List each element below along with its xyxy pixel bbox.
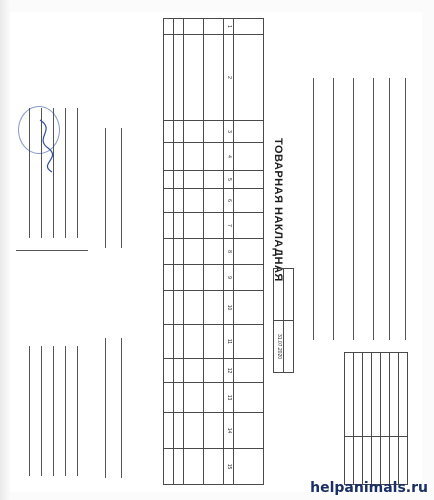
table-row	[184, 19, 204, 485]
header-cell	[234, 35, 264, 121]
total-cell	[174, 189, 184, 213]
goods-cell	[204, 121, 224, 143]
colnum-cell: 2	[224, 35, 234, 121]
goods-cell	[184, 143, 204, 171]
goods-cell	[184, 189, 204, 213]
grand-total-cell	[164, 143, 174, 171]
header-cell	[234, 189, 264, 213]
codes-box	[322, 352, 418, 484]
codes-label	[354, 353, 363, 437]
codes-value	[381, 437, 390, 485]
header-cell	[234, 413, 264, 449]
goods-cell	[204, 325, 224, 359]
doc-number	[274, 269, 284, 321]
requisites-block	[294, 18, 414, 348]
codes-label	[399, 353, 408, 437]
grand-total-cell	[164, 213, 174, 239]
doc-date: 31.07.2020	[274, 321, 284, 373]
total-cell	[174, 291, 184, 325]
codes-value	[354, 437, 363, 485]
colnum-cell: 9	[224, 265, 234, 291]
header-cell	[234, 325, 264, 359]
grand-total-cell	[164, 449, 174, 485]
header-cell	[234, 239, 264, 265]
grand-total-cell	[164, 325, 174, 359]
total-cell	[174, 449, 184, 485]
goods-cell	[204, 383, 224, 413]
summary-block	[90, 18, 130, 484]
codes-value	[363, 437, 372, 485]
grand-total-row	[164, 19, 174, 485]
header-cell	[234, 171, 264, 189]
goods-cell	[184, 239, 204, 265]
goods-cell	[184, 413, 204, 449]
goods-cell	[184, 265, 204, 291]
signatures-left	[14, 18, 86, 246]
codes-label	[390, 353, 399, 437]
total-cell	[174, 143, 184, 171]
header-cell	[234, 121, 264, 143]
codes-row	[372, 353, 381, 485]
goods-cell	[184, 121, 204, 143]
total-cell	[174, 239, 184, 265]
colnum-cell: 13	[224, 383, 234, 413]
codes-row	[354, 353, 363, 485]
total-cell	[174, 121, 184, 143]
document-title: ТОВАРНАЯ НАКЛАДНАЯ	[272, 138, 284, 282]
colnum-cell: 1	[224, 19, 234, 35]
signatures-right	[14, 256, 86, 484]
total-cell	[174, 171, 184, 189]
goods-cell	[204, 171, 224, 189]
grand-total-cell	[164, 291, 174, 325]
header-cell	[234, 449, 264, 485]
codes-label	[345, 353, 354, 437]
goods-cell	[204, 143, 224, 171]
total-cell	[174, 383, 184, 413]
colnum-cell: 8	[224, 239, 234, 265]
goods-cell	[184, 449, 204, 485]
grand-total-cell	[164, 35, 174, 121]
total-row	[174, 19, 184, 485]
header-cell	[234, 383, 264, 413]
consignment-note-sheet	[10, 12, 422, 492]
grand-total-cell	[164, 171, 174, 189]
codes-row	[390, 353, 399, 485]
goods-cell	[184, 359, 204, 383]
total-cell	[174, 325, 184, 359]
goods-header-row	[234, 19, 264, 485]
header-cell	[234, 19, 264, 35]
codes-value	[345, 437, 354, 485]
goods-cell	[184, 325, 204, 359]
total-cell	[174, 359, 184, 383]
total-cell	[174, 35, 184, 121]
site-watermark: helpanimals.ru	[310, 480, 428, 496]
goods-cell	[184, 291, 204, 325]
codes-value	[390, 437, 399, 485]
codes-value	[372, 437, 381, 485]
total-cell	[174, 19, 184, 35]
colnum-cell: 4	[224, 143, 234, 171]
doc-number-date-table	[273, 268, 294, 373]
scan-edge-shadow	[0, 0, 10, 500]
grand-total-cell	[164, 413, 174, 449]
codes-row	[381, 353, 390, 485]
total-cell	[174, 265, 184, 291]
goods-cell	[184, 383, 204, 413]
grand-total-cell	[164, 239, 174, 265]
goods-cell	[204, 265, 224, 291]
goods-cell	[204, 359, 224, 383]
codes-row	[399, 353, 408, 485]
goods-cell	[204, 291, 224, 325]
colnum-cell: 14	[224, 413, 234, 449]
colnum-cell: 3	[224, 121, 234, 143]
goods-cell	[184, 19, 204, 35]
grand-total-cell	[164, 359, 174, 383]
grand-total-cell	[164, 189, 174, 213]
colnum-cell: 6	[224, 189, 234, 213]
goods-colnum-row	[224, 19, 234, 485]
codes-table	[344, 352, 408, 485]
goods-table	[163, 18, 264, 485]
goods-cell	[184, 213, 204, 239]
codes-row	[345, 353, 354, 485]
header-cell	[234, 359, 264, 383]
goods-cell	[204, 449, 224, 485]
goods-cell	[204, 35, 224, 121]
goods-cell	[204, 189, 224, 213]
grand-total-cell	[164, 265, 174, 291]
goods-cell	[204, 239, 224, 265]
header-cell	[234, 143, 264, 171]
goods-cell	[204, 413, 224, 449]
goods-cell	[204, 19, 224, 35]
grand-total-cell	[164, 19, 174, 35]
codes-label	[372, 353, 381, 437]
colnum-cell: 11	[224, 325, 234, 359]
codes-row	[363, 353, 372, 485]
doc-number-header	[284, 269, 294, 321]
colnum-cell: 7	[224, 213, 234, 239]
goods-cell	[204, 213, 224, 239]
codes-value	[399, 437, 408, 485]
seller-signature-scribble	[32, 116, 58, 176]
colnum-cell: 12	[224, 359, 234, 383]
colnum-cell: 10	[224, 291, 234, 325]
goods-cell	[184, 171, 204, 189]
header-cell	[234, 291, 264, 325]
total-cell	[174, 413, 184, 449]
doc-date-header	[284, 321, 294, 373]
header-cell	[234, 265, 264, 291]
goods-cell	[184, 35, 204, 121]
grand-total-cell	[164, 121, 174, 143]
colnum-cell: 15	[224, 449, 234, 485]
grand-total-cell	[164, 383, 174, 413]
table-row	[204, 19, 224, 485]
total-cell	[174, 213, 184, 239]
colnum-cell: 5	[224, 171, 234, 189]
codes-label	[363, 353, 372, 437]
header-cell	[234, 213, 264, 239]
codes-label	[381, 353, 390, 437]
